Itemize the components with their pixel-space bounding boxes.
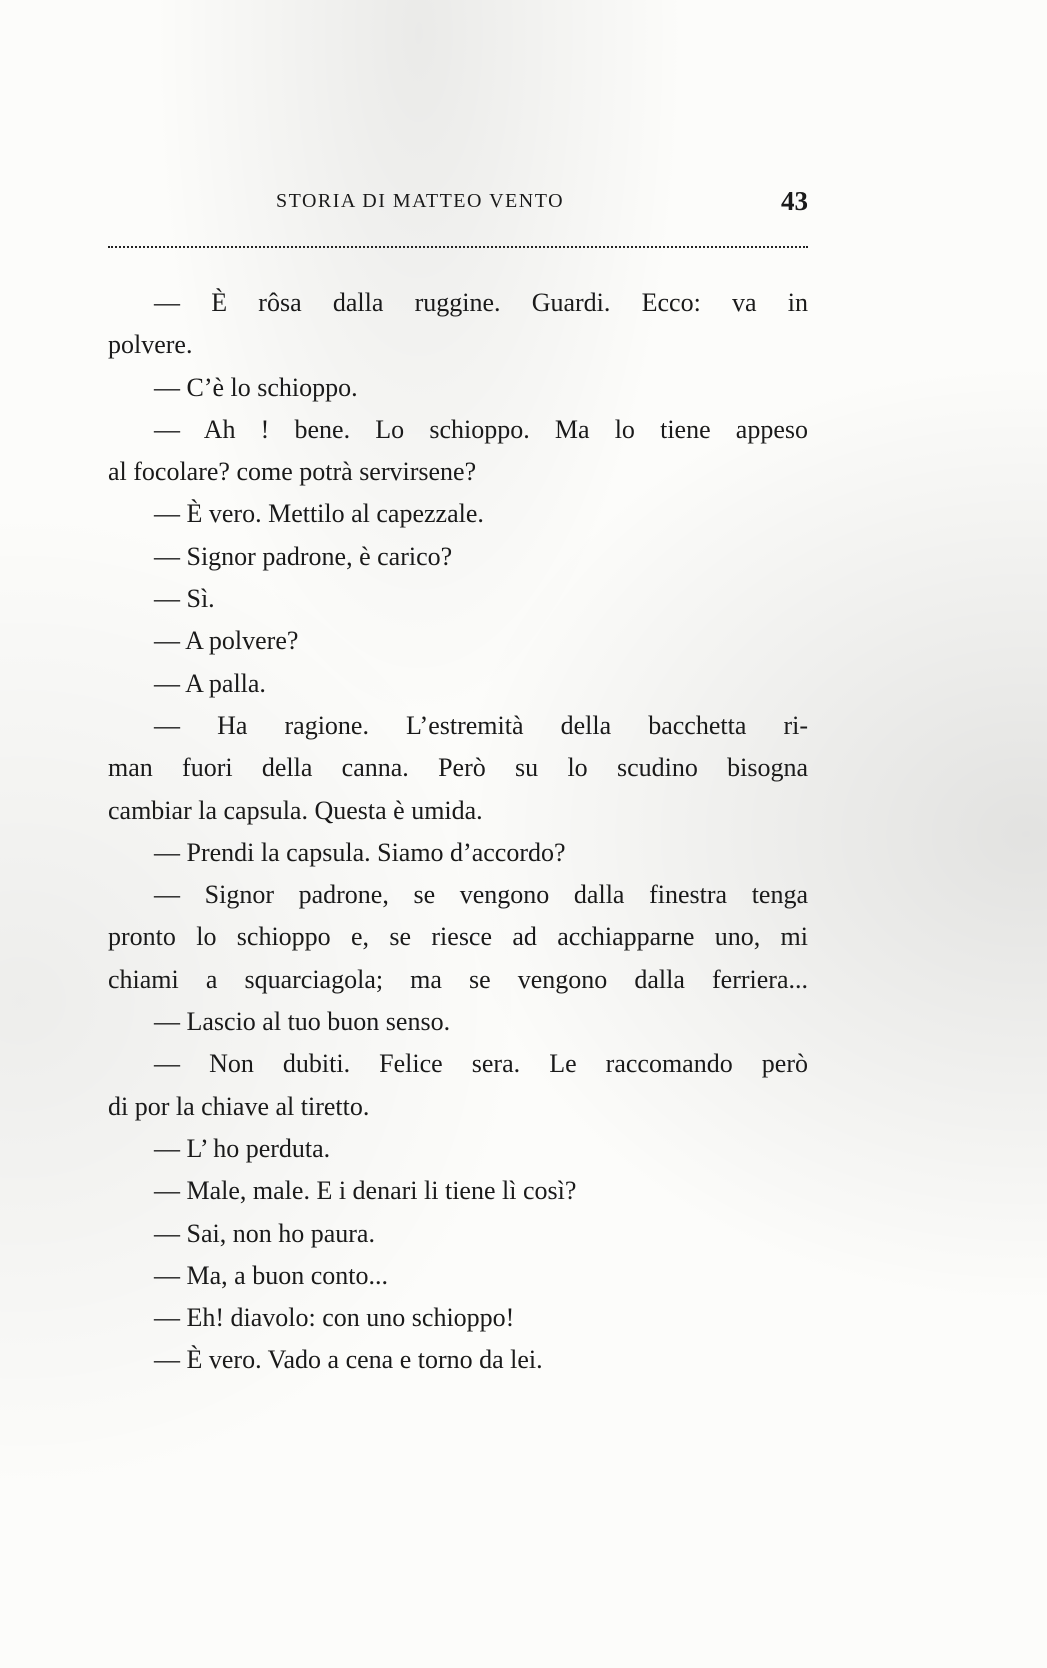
dialogue-text <box>108 288 808 1388</box>
text-line: di por la chiave al tiretto. <box>108 1091 370 1121</box>
text-line: — Signor padrone, se vengono dalla finestra tenga <box>154 880 808 910</box>
text-line: chiami a squarciagola; ma se vengono dalla ferriera... <box>108 964 808 994</box>
text-line: — Ha ragione. L’estremità della bacchetta ri- <box>154 710 808 740</box>
text-line: — Male, male. E i denari li tiene lì così? <box>154 1176 577 1206</box>
text-line: — Signor padrone, è carico? <box>154 541 453 571</box>
page-number: 43 <box>781 186 808 216</box>
text-line: — Prendi la capsula. Siamo d’accordo? <box>154 837 566 867</box>
text-line: — Eh! diavolo: con uno schioppo! <box>154 1303 515 1333</box>
text-line: cambiar la capsula. Questa è umida. <box>108 795 483 825</box>
text-line: — A palla. <box>154 668 266 698</box>
text-line: al focolare? come potrà servirsene? <box>108 457 477 487</box>
text-line: — C’è lo schioppo. <box>154 372 358 402</box>
text-line: — È vero. Mettilo al capezzale. <box>154 499 484 529</box>
header-divider <box>108 246 808 248</box>
text-line: pronto lo schioppo e, se riesce ad acchiapparne uno, mi <box>108 922 808 952</box>
running-title: STORIA DI MATTEO VENTO <box>276 190 565 212</box>
text-line: — Non dubiti. Felice sera. Le raccomando però <box>154 1049 808 1079</box>
page-header <box>106 186 808 222</box>
text-line: — Sì. <box>154 584 215 614</box>
text-line: — È rôsa dalla ruggine. Guardi. Ecco: va in <box>154 288 808 317</box>
text-line: — Ma, a buon conto... <box>154 1260 388 1290</box>
text-line: — L’ ho perduta. <box>154 1133 331 1163</box>
text-line: — Sai, non ho paura. <box>154 1218 375 1248</box>
text-line: — Ah ! bene. Lo schioppo. Ma lo tiene appeso <box>154 414 808 444</box>
text-line: — Lascio al tuo buon senso. <box>154 1007 451 1037</box>
text-line: — È vero. Vado a cena e torno da lei. <box>154 1345 543 1375</box>
text-line: polvere. <box>108 330 193 360</box>
text-line: — A polvere? <box>154 626 299 656</box>
text-line: man fuori della canna. Però su lo scudino bisogna <box>108 753 808 783</box>
